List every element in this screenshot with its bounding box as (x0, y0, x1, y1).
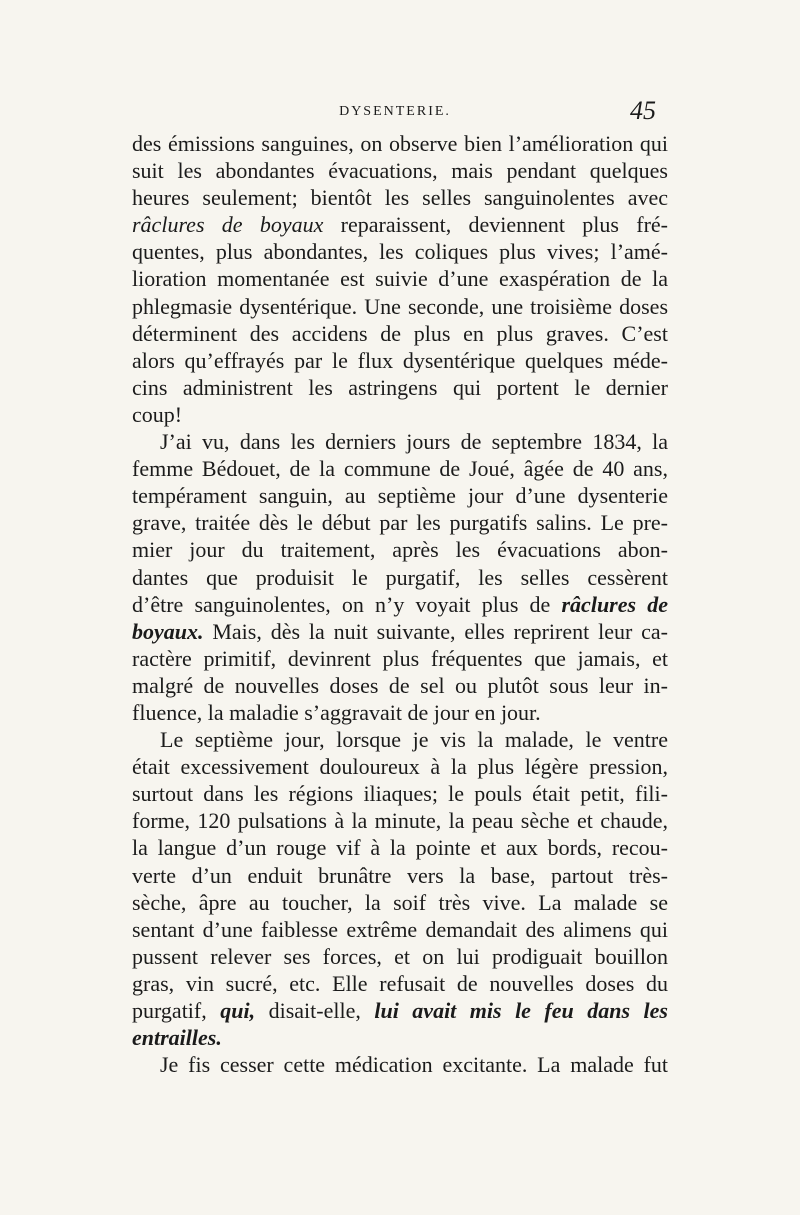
text-line (132, 293, 668, 320)
text-line (132, 320, 668, 347)
text-line (132, 591, 668, 618)
italic-phrase: boyaux. (132, 618, 204, 644)
text-line (132, 916, 668, 943)
text-line (132, 564, 668, 591)
text-run: sentant d’une faiblesse extrême demandait des alimens qui (132, 916, 668, 942)
text-run: déterminent des accidens de plus en plus graves. C’est (132, 320, 668, 346)
text-line (132, 428, 668, 455)
text-run: phlegmasie dysentérique. Une seconde, une troisième doses (132, 293, 668, 319)
text-run: était excessivement douloureux à la plus légère pression, (132, 754, 668, 780)
body-text (132, 130, 668, 1078)
text-run: cins administrent les astringens qui portent le dernier (132, 374, 668, 400)
text-line (132, 1024, 668, 1051)
running-title: DYSENTERIE. (339, 104, 451, 119)
text-run: fluence, la maladie s’aggravait de jour en jour. (132, 699, 541, 725)
italic-phrase: râclures de (561, 591, 668, 617)
text-run: lioration momentanée est suivie d’une exaspération de la (132, 266, 668, 292)
italic-phrase: râclures de boyaux (132, 212, 324, 238)
text-run: quentes, plus abondantes, les coliques plus vives; l’amé- (132, 239, 668, 265)
text-run: forme, 120 pulsations à la minute, la peau sèche et chaude, (132, 808, 668, 834)
text-run: mier jour du traitement, après les évacuations abon- (132, 537, 668, 563)
text-line (132, 753, 668, 780)
text-line (132, 1051, 668, 1078)
text-run: Mais, dès la nuit suivante, elles reprirent leur ca- (203, 618, 668, 644)
text-run: heures seulement; bientôt les selles sanguinolentes avec (132, 185, 668, 211)
text-run: malgré de nouvelles doses de sel ou plutôt sous leur in- (132, 672, 668, 698)
text-line (132, 211, 668, 238)
text-line (132, 672, 668, 699)
text-run: alors qu’effrayés par le flux dysentérique quelques méde- (132, 347, 668, 373)
text-line (132, 238, 668, 265)
text-line (132, 184, 668, 211)
text-line (132, 970, 668, 997)
text-run: d’être sanguinolentes, on n’y voyait plus de (132, 591, 562, 617)
text-line (132, 726, 668, 753)
text-run: surtout dans les régions iliaques; le pouls était petit, fili- (132, 781, 668, 807)
text-run: coup! (132, 401, 183, 427)
text-line (132, 401, 668, 428)
text-line (132, 862, 668, 889)
italic-phrase: lui avait mis le feu dans les (374, 998, 668, 1023)
text-line (132, 834, 668, 861)
text-run: dantes que produisit le purgatif, les selles cessèrent (132, 564, 668, 590)
text-line (132, 943, 668, 970)
text-run: grave, traitée dès le début par les purgatifs salins. Le pre- (132, 510, 668, 536)
text-run: Le septième jour, lorsque je vis la malade, le ventre (160, 727, 668, 753)
text-line (132, 157, 668, 184)
text-line (132, 780, 668, 807)
text-run: Je fis cesser cette médication excitante. La malade fut (160, 1052, 668, 1078)
text-run: tempérament sanguin, au septième jour d’une dysenterie (132, 483, 668, 509)
page-number: 45 (630, 96, 656, 125)
text-run: verte d’un enduit brunâtre vers la base, partout très- (132, 862, 668, 888)
text-line (132, 807, 668, 834)
text-line (132, 130, 668, 157)
text-run: sèche, âpre au toucher, la soif très vive. La malade se (132, 889, 668, 915)
text-line (132, 699, 668, 726)
text-run: reparaissent, deviennent plus fré- (323, 212, 668, 238)
text-line (132, 482, 668, 509)
text-run: purgatif, (132, 998, 221, 1023)
text-line (132, 265, 668, 292)
text-line (132, 509, 668, 536)
text-line (132, 536, 668, 563)
text-line (132, 374, 668, 401)
italic-phrase: qui, (220, 998, 256, 1023)
text-line (132, 997, 668, 1024)
italic-phrase: entrailles. (132, 1025, 222, 1051)
text-line (132, 455, 668, 482)
text-run: ractère primitif, devinrent plus fréquentes que jamais, et (132, 645, 668, 671)
text-run: pussent relever ses forces, et on lui prodiguait bouillon (132, 943, 668, 969)
text-run: suit les abondantes évacuations, mais pendant quelques (132, 158, 668, 184)
text-line (132, 889, 668, 916)
text-run: gras, vin sucré, etc. Elle refusait de nouvelles doses du (132, 970, 668, 996)
text-run: femme Bédouet, de la commune de Joué, âgée de 40 ans, (132, 456, 668, 482)
text-run: disait-elle, (255, 998, 375, 1023)
running-head (130, 92, 660, 132)
text-line (132, 618, 668, 645)
text-run: J’ai vu, dans les derniers jours de septembre 1834, la (160, 429, 668, 455)
text-line (132, 347, 668, 374)
text-run: des émissions sanguines, on observe bien l’amélioration qui (132, 131, 668, 156)
text-line (132, 645, 668, 672)
text-run: la langue d’un rouge vif à la pointe et aux bords, recou- (132, 835, 668, 861)
